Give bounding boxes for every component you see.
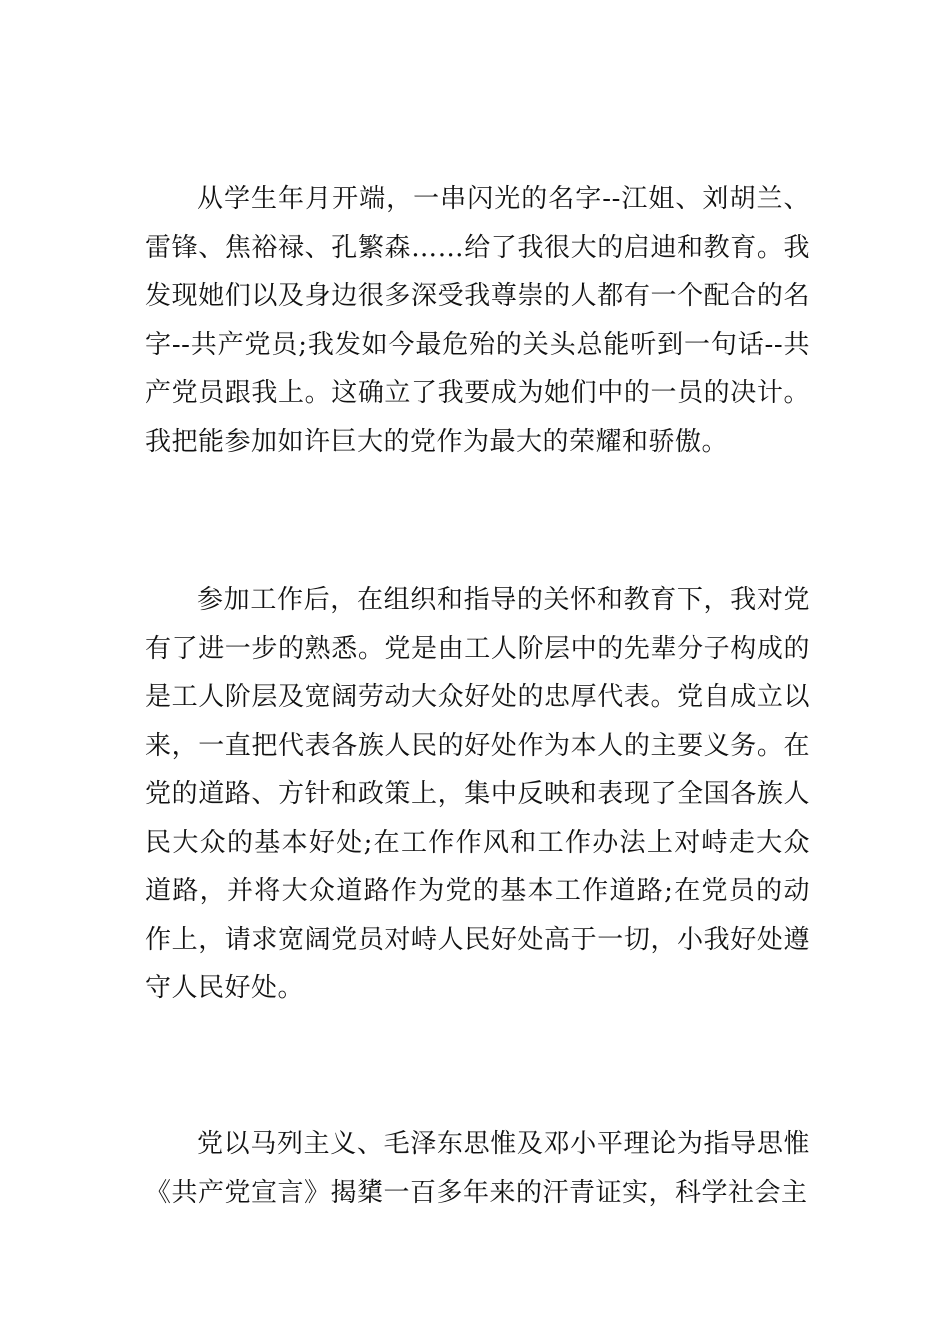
paragraph-3: 党以马列主义、毛泽东思惟及邓小平理论为指导思惟《共产党宣言》揭橥一百多年来的汗青证实，科学社会主 xyxy=(145,1129,810,1208)
paragraph-1: 从学生年月开端，一串闪光的名字--江姐、刘胡兰、雷锋、焦裕禄、孔繁森……给了我很大的启迪和教育。我发现她们以及身边很多深受我尊崇的人都有一个配合的名字--共产党员;我发如今最危殆的关头总能听到一句话--共产党员跟我上。这确立了我要成为她们中的一员的决计。我把能参加如许巨大的党作为最大的荣耀和骄傲。 xyxy=(145,184,810,457)
paragraph-2: 参加工作后，在组织和指导的关怀和教育下，我对党有了进一步的熟悉。党是由工人阶层中的先辈分子构成的是工人阶层及宽阔劳动大众好处的忠厚代表。党自成立以来，一直把代表各族人民的好处作为本人的主要义务。在党的道路、方针和政策上，集中反映和表现了全国各族人民大众的基本好处;在工作作风和工作办法上对峙走大众道路，并将大众道路作为党的基本工作道路;在党员的动作上，请求宽阔党员对峙人民好处高于一切，小我好处遵守人民好处。 xyxy=(145,585,810,1003)
